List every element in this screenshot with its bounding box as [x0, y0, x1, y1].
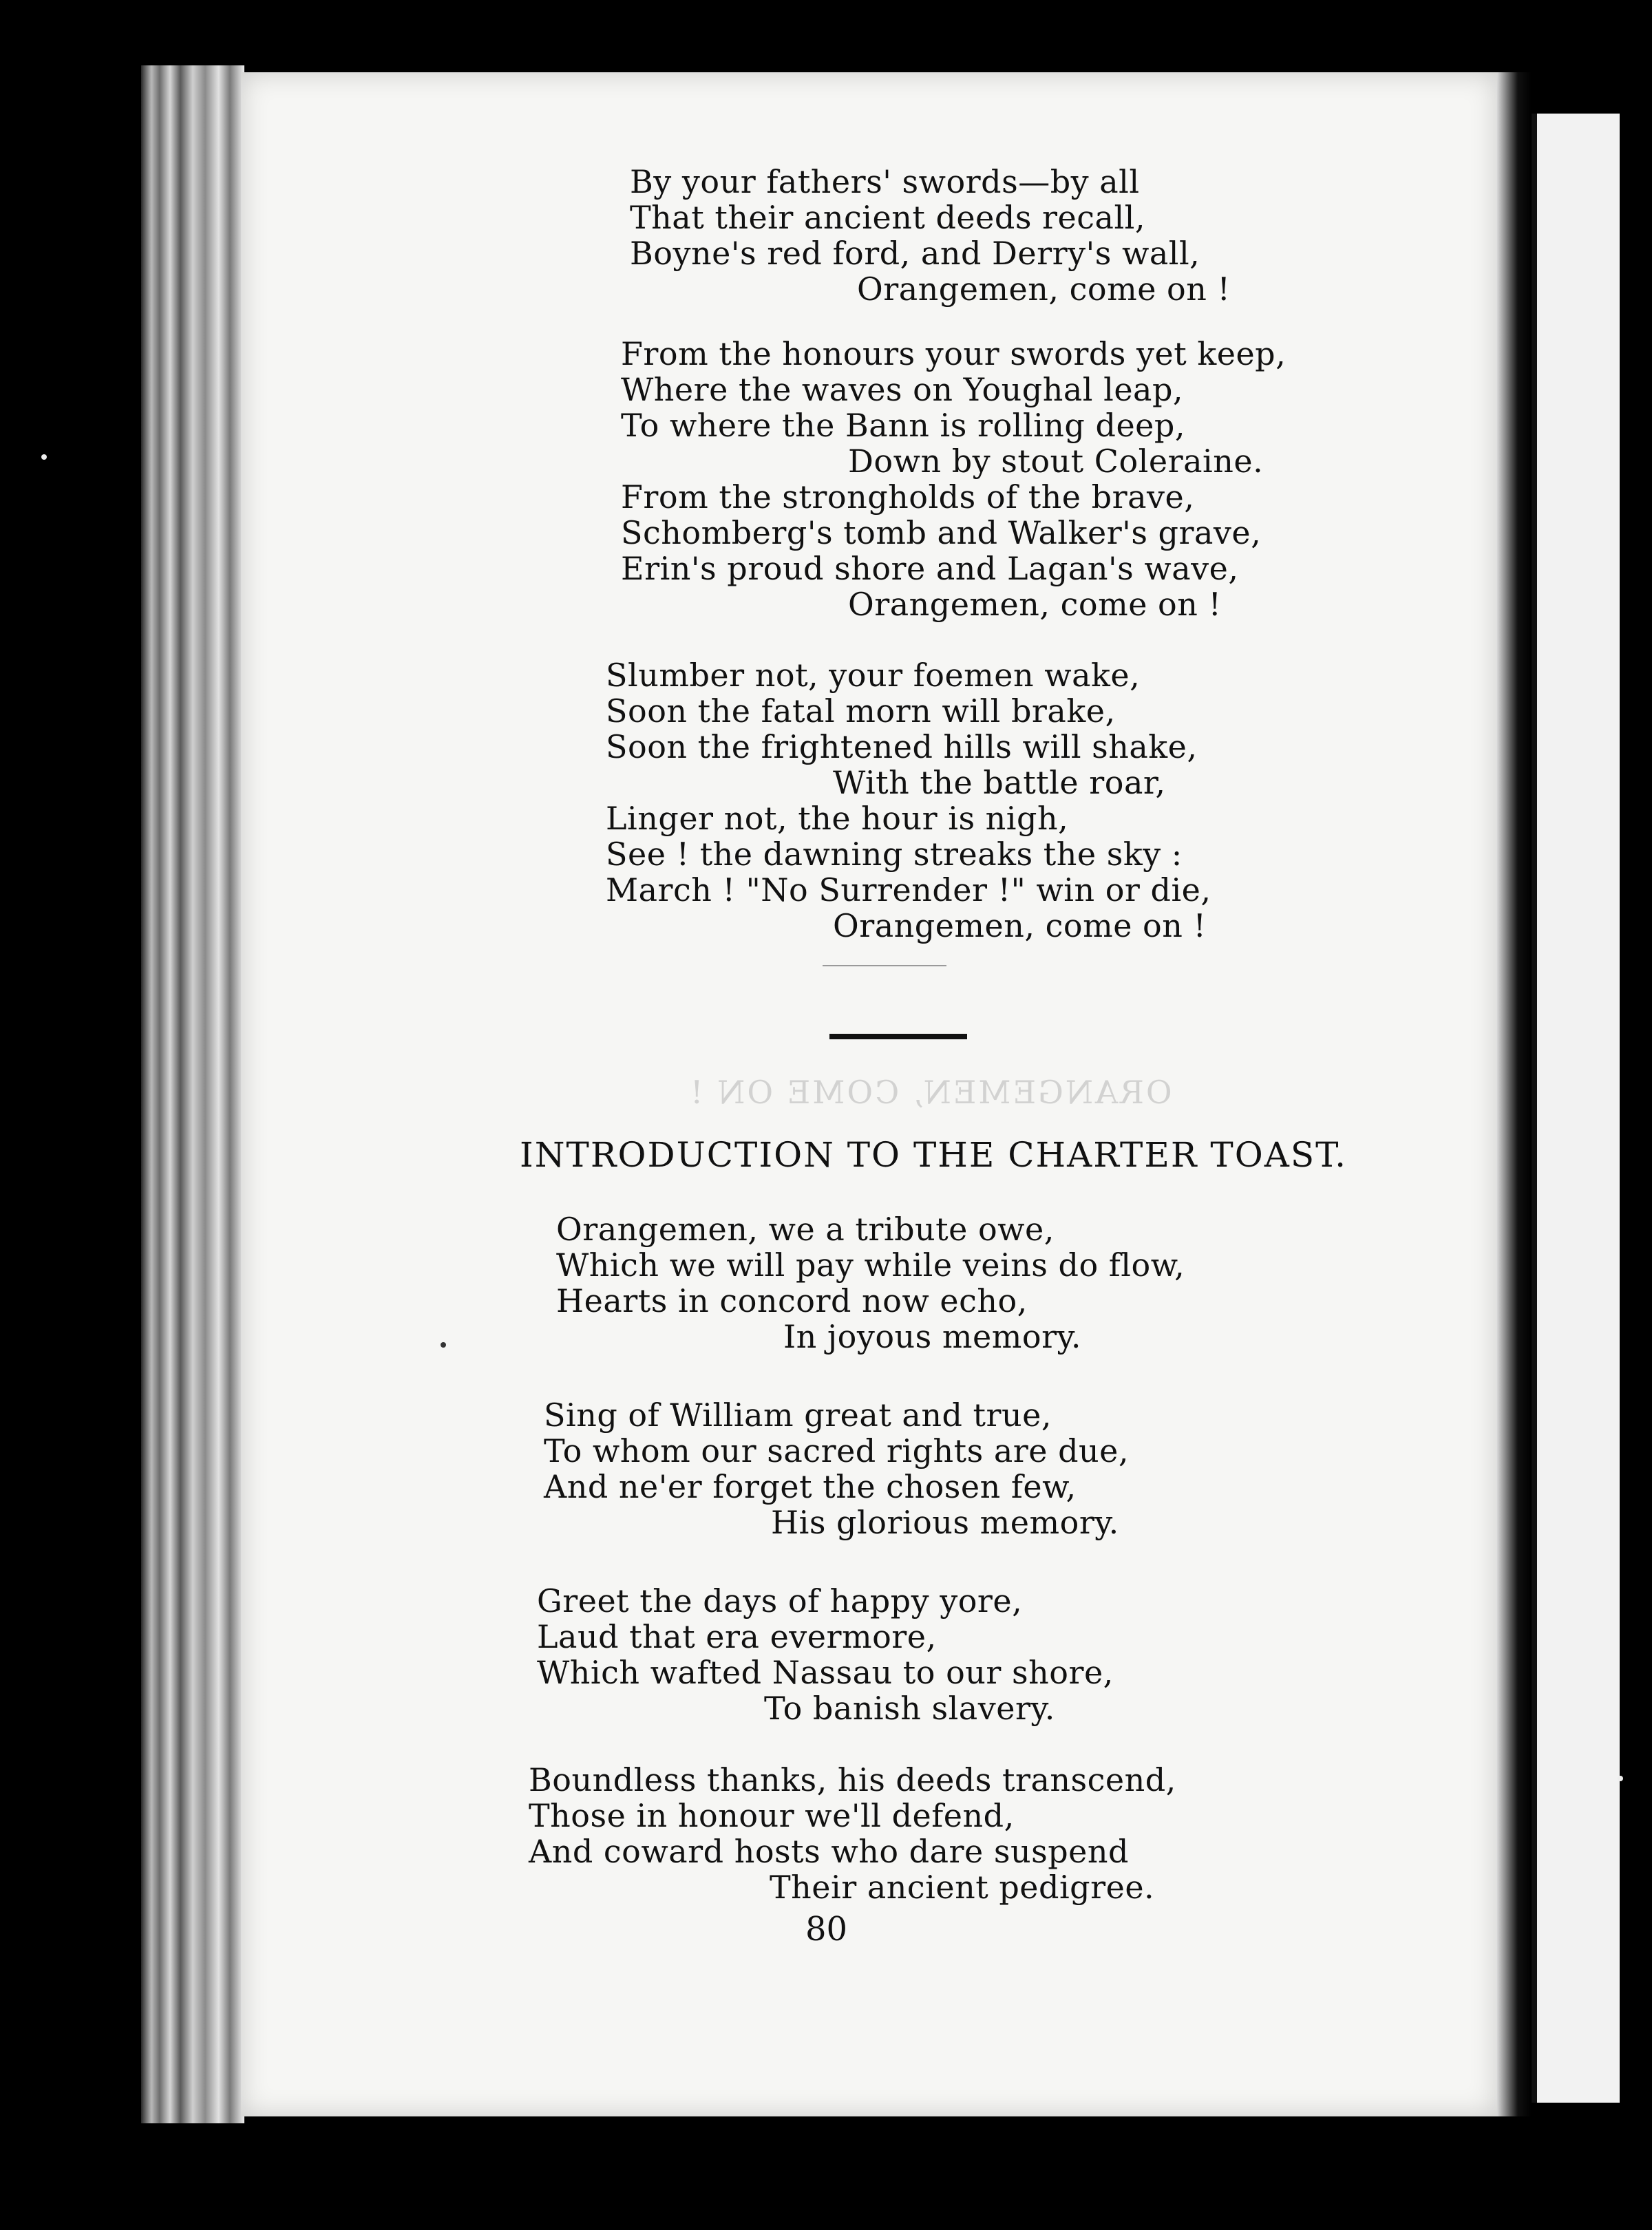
- poem-line: March ! "No Surrender !" win or die,: [606, 871, 1211, 909]
- toast-line: Hearts in concord now echo,: [556, 1282, 1028, 1319]
- poem-line: With the battle roar,: [833, 764, 1166, 801]
- toast-refrain: Their ancient pedigree.: [770, 1869, 1155, 1906]
- poem-refrain: Orangemen, come on !: [848, 586, 1222, 623]
- poem-line: Down by stout Coleraine.: [848, 443, 1264, 480]
- poem-line: See ! the dawning streaks the sky :: [606, 836, 1183, 873]
- section-divider: [829, 1034, 967, 1039]
- toast-line: Boundless thanks, his deeds transcend,: [529, 1761, 1176, 1798]
- poem-refrain: Orangemen, come on !: [833, 907, 1207, 944]
- poem-line: Erin's proud shore and Lagan's wave,: [621, 550, 1239, 587]
- toast-line: Sing of William great and true,: [544, 1397, 1052, 1434]
- page-number: 80: [805, 1910, 848, 1948]
- show-through-heading: ORANGEMEN, COME ON !: [688, 1074, 1172, 1111]
- poem-line: Boyne's red ford, and Derry's wall,: [630, 235, 1200, 272]
- poem-line: Schomberg's tomb and Walker's grave,: [621, 514, 1262, 551]
- scan-speck: [1618, 1776, 1623, 1781]
- facing-page-sliver: [1532, 114, 1620, 2103]
- toast-line: Greet the days of happy yore,: [537, 1582, 1023, 1620]
- toast-line: Orangemen, we a tribute owe,: [556, 1211, 1055, 1248]
- poem-line: Linger not, the hour is nigh,: [606, 800, 1069, 837]
- toast-line: Which we will pay while veins do flow,: [556, 1246, 1185, 1284]
- toast-stanza-4: [529, 1762, 1176, 1905]
- toast-line: And ne'er forget the chosen few,: [544, 1468, 1077, 1505]
- toast-refrain: His glorious memory.: [771, 1504, 1119, 1541]
- toast-line: And coward hosts who dare suspend: [529, 1833, 1129, 1870]
- poem-line: That their ancient deeds recall,: [630, 199, 1145, 236]
- scan-speck: [441, 1342, 446, 1348]
- poem-refrain: Orangemen, come on !: [857, 270, 1231, 308]
- book-edge: [141, 65, 244, 2123]
- poem-line: Slumber not, your foemen wake,: [606, 657, 1141, 694]
- poem-line: To where the Bann is rolling deep,: [621, 407, 1185, 444]
- poem-stanza-1: [630, 164, 1230, 307]
- toast-line: Laud that era evermore,: [537, 1618, 937, 1655]
- poem-line: By your fathers' swords—by all: [630, 163, 1140, 200]
- poem-stanza-2: [621, 336, 1286, 622]
- toast-stanza-2: [544, 1397, 1129, 1540]
- toast-stanza-1: [556, 1211, 1185, 1355]
- toast-stanza-3: [537, 1583, 1114, 1726]
- scan-speck: [41, 454, 47, 460]
- poem-line: From the strongholds of the brave,: [621, 478, 1195, 516]
- section-title: INTRODUCTION TO THE CHARTER TOAST.: [520, 1135, 1348, 1175]
- poem-stanza-3: [606, 657, 1211, 944]
- poem-line: From the honours your swords yet keep,: [621, 335, 1286, 372]
- toast-refrain: In joyous memory.: [783, 1318, 1082, 1355]
- toast-refrain: To banish slavery.: [764, 1690, 1055, 1727]
- faint-divider: [823, 965, 946, 966]
- poem-line: Where the waves on Youghal leap,: [621, 371, 1184, 408]
- poem-line: Soon the fatal morn will brake,: [606, 692, 1116, 730]
- toast-line: Which wafted Nassau to our shore,: [537, 1654, 1114, 1691]
- toast-line: Those in honour we'll defend,: [529, 1797, 1015, 1834]
- poem-line: Soon the frightened hills will shake,: [606, 728, 1198, 765]
- book-gutter: [1497, 72, 1532, 2116]
- toast-line: To whom our sacred rights are due,: [544, 1432, 1130, 1469]
